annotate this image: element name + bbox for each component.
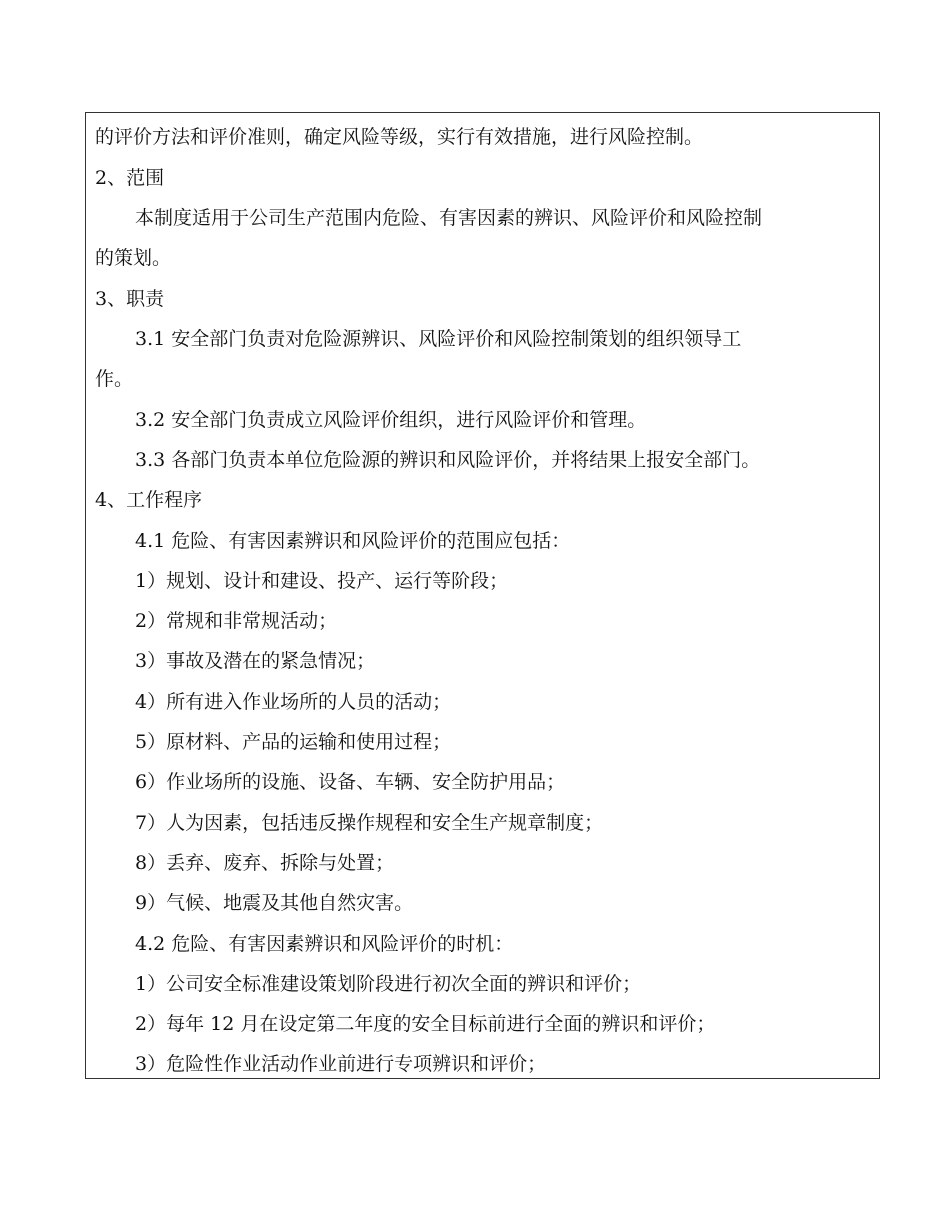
- text-line: 的策划。: [95, 247, 172, 269]
- text-line: 4.2 危险、有害因素辨识和风险评价的时机：: [135, 933, 514, 955]
- list-item: 3）危险性作业活动作业前进行专项辨识和评价；: [135, 1053, 547, 1075]
- list-item: 2）每年 12 月在设定第二年度的安全目标前进行全面的辨识和评价；: [135, 1013, 716, 1035]
- list-item: 8）丢弃、废弃、拆除与处置；: [135, 852, 395, 874]
- list-item: 1）规划、设计和建设、投产、运行等阶段；: [135, 570, 509, 592]
- list-item: 1）公司安全标准建设策划阶段进行初次全面的辨识和评价；: [135, 973, 642, 995]
- list-item: 4）所有进入作业场所的人员的活动；: [135, 691, 452, 713]
- text-line: 3.2 安全部门负责成立风险评价组织，进行风险评价和管理。: [135, 409, 647, 431]
- section-heading-scope: 2、范围: [95, 167, 165, 189]
- text-line: 的评价方法和评价准则，确定风险等级，实行有效措施，进行风险控制。: [95, 126, 704, 148]
- list-item: 2）常规和非常规活动；: [135, 610, 338, 632]
- list-item: 6）作业场所的设施、设备、车辆、安全防护用品；: [135, 771, 566, 793]
- text-line: 本制度适用于公司生产范围内危险、有害因素的辨识、风险评价和风险控制: [135, 207, 763, 229]
- text-line: 3.3 各部门负责本单位危险源的辨识和风险评价，并将结果上报安全部门。: [135, 449, 761, 471]
- text-line: 4.1 危险、有害因素辨识和风险评价的范围应包括：: [135, 530, 571, 552]
- list-item: 9）气候、地震及其他自然灾害。: [135, 892, 414, 914]
- text-line: 作。: [95, 368, 134, 390]
- section-heading-procedure: 4、工作程序: [95, 489, 203, 511]
- text-line: 3.1 安全部门负责对危险源辨识、风险评价和风险控制策划的组织领导工: [135, 328, 742, 350]
- section-heading-duties: 3、职责: [95, 288, 165, 310]
- list-item: 7）人为因素，包括违反操作规程和安全生产规章制度；: [135, 812, 604, 834]
- list-item: 5）原材料、产品的运输和使用过程；: [135, 731, 452, 753]
- list-item: 3）事故及潜在的紧急情况；: [135, 650, 376, 672]
